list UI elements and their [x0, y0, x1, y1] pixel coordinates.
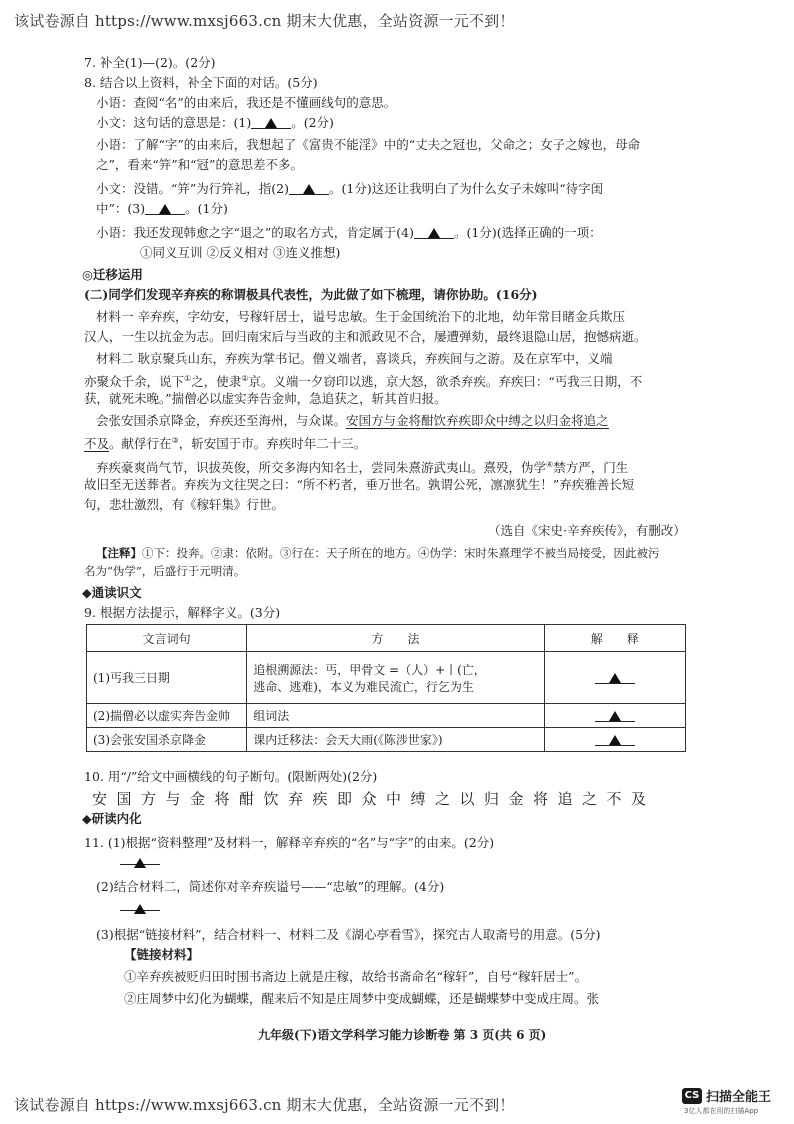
triangle-icon — [303, 184, 315, 194]
scanner-logo: CS — [682, 1088, 702, 1104]
dialogue-line: 小语：查阅“名”的由来后，我还是不懂画线句的意思。 — [96, 95, 397, 110]
answer-blank[interactable] — [120, 852, 160, 871]
material-2-line: 亦聚众千余，说下①之，使隶②京。义端一夕窃印以逃，京大怒，欲杀弃疾。弃疾曰：“丐我三日期，不 — [84, 374, 643, 390]
question-11-part1: 11. (1)根据“资料整理”及材料一，解释辛弃疾的“名”与“字”的由来。(2分) — [84, 835, 495, 850]
material-2-line: 句，悲壮激烈，有《稼轩集》行世。 — [84, 497, 285, 512]
answer-blank[interactable] — [414, 224, 454, 239]
answer-blank[interactable] — [145, 200, 185, 215]
material-2-line: 弃疾豪爽尚气节，识拔英俊，所交多海内知名士，尝同朱熹游武夷山。熹殁，伪学④禁方严，门生 — [96, 460, 629, 476]
material-2-line: 不及。献俘行在③，斩安国于市。弃疾时年二十三。 — [84, 436, 367, 452]
scanner-name: 扫描全能王 — [706, 1090, 772, 1105]
table-cell: 追根溯源法：丐，甲骨文 =（人）+丨(亡， 逃命、逃难)，本义为难民流亡，行乞为生 — [247, 652, 545, 704]
material-2-line: 故旧至无送葬者。弃疾为文往哭之曰：“所不朽者，垂万世名。孰谓公死，凛凛犹生！”弃疾雅善长短 — [84, 477, 635, 492]
table-cell: (3)会张安国杀京降金 — [87, 728, 247, 752]
material-1-line: 汉人，一生以抗金为志。回归南宋后与当政的主和派政见不合，屡遭弹劾，最终退隐山居，抱憾病逝。 — [84, 329, 647, 344]
answer-blank[interactable] — [120, 898, 160, 917]
triangle-icon — [134, 904, 146, 914]
scanner-tagline: 3亿人都在用的扫描App — [684, 1107, 759, 1115]
dialogue-line: 中”：(3) 。(1分) — [96, 201, 228, 216]
question-9-title: 9. 根据方法提示，解释字义。(3分) — [84, 605, 281, 620]
sentence-to-punctuate: 安国方与金将酣饮弃疾即众中缚之以归金将追之不及 — [92, 790, 656, 808]
question-10-title: 10. 用“/”给文中画横线的句子断句。(限断两处)(2分) — [84, 769, 378, 784]
source-citation: （选自《宋史·辛弃疾传》，有删改） — [488, 523, 686, 538]
table-header: 文言词句 — [87, 625, 247, 652]
table-header: 解 释 — [544, 625, 685, 652]
q9-table — [86, 624, 686, 752]
table-cell: (1)丐我三日期 — [87, 652, 247, 704]
material-2-line: 获，就死未晚。”揣僧必以虚实奔告金帅，急追获之，斩其首归报。 — [84, 391, 447, 406]
triangle-icon — [609, 673, 621, 683]
part2-title: (二)同学们发现辛弃疾的称谓极具代表性，为此做了如下梳理，请你协助。(16分) — [84, 287, 538, 302]
table-cell: 课内迁移法：会天大雨(《陈涉世家》) — [247, 728, 545, 752]
footer-watermark: 该试卷源自 https://www.mxsj663.cn 期末大优惠，全站资源一元不到！ — [14, 1096, 515, 1114]
answer-cell[interactable] — [544, 652, 685, 704]
dialogue-line: 小文：没错。“笄”为行笄礼，指(2) 。(1分)这还让我明白了为什么女子未嫁叫“待字闺 — [96, 181, 604, 196]
section-heading: ◎迁移运用 — [82, 267, 143, 282]
material-2-line: 会张安国杀京降金，弃疾还至海州，与众谋。安国方与金将酣饮弃疾即众中缚之以归金将追之 — [96, 413, 609, 428]
answer-blank[interactable] — [289, 180, 329, 195]
underlined-sentence-end: 不及 — [84, 436, 110, 452]
underlined-sentence: 安国方与金将酣饮弃疾即众中缚之以归金将追之 — [346, 413, 609, 428]
link-material-label: 【链接材料】 — [124, 947, 200, 962]
table-header: 方 法 — [247, 625, 545, 652]
header-watermark: 该试卷源自 https://www.mxsj663.cn 期末大优惠，全站资源一元不到！ — [14, 12, 515, 30]
triangle-icon — [609, 711, 621, 721]
table-cell: 组词法 — [247, 704, 545, 728]
triangle-icon — [609, 735, 621, 745]
question-8-title: 8. 结合以上资料，补全下面的对话。(5分) — [84, 75, 318, 90]
link-material-1: ①辛弃疾被贬归田时围书斋边上就是庄稼，故给书斋命名“稼轩”，自号“稼轩居士”。 — [124, 969, 588, 984]
dialogue-line: 小语：我还发现韩愈之字“退之”的取名方式，肯定属于(4) 。(1分)(选择正确的一项： — [96, 225, 602, 240]
notes-continued: 名为“伪学”，后盛行于元明清。 — [84, 564, 246, 578]
dialogue-line: 之”，看来“笄”和“冠”的意思差不多。 — [96, 157, 303, 172]
answer-blank[interactable] — [251, 114, 291, 129]
choice-options: ①同义互训 ②反义相对 ③连义推想) — [140, 245, 341, 260]
question-11-part2: (2)结合材料二，简述你对辛弃疾谥号——“忠敏”的理解。(4分) — [96, 879, 445, 894]
answer-cell[interactable] — [544, 704, 685, 728]
triangle-icon — [428, 228, 440, 238]
notes: 【注释】①下：投奔。②隶：依附。③行在：天子所在的地方。④伪学：宋时朱熹理学不被当局接受，因此被污 — [96, 546, 660, 560]
dialogue-line: 小文：这句话的意思是：(1) 。(2分) — [96, 115, 334, 130]
table-cell: (2)揣僧必以虚实奔告金帅 — [87, 704, 247, 728]
triangle-icon — [134, 858, 146, 868]
material-1-line: 材料一 辛弃疾，字幼安，号稼轩居士，谥号忠敏。生于金国统治下的北地，幼年常目睹金兵欺压 — [96, 309, 625, 324]
question-7: 7. 补全(1)—(2)。(2分) — [84, 55, 216, 70]
section-heading: ◆研读内化 — [82, 811, 142, 826]
triangle-icon — [159, 204, 171, 214]
question-11-part3: (3)根据“链接材料”，结合材料一、材料二及《湖心亭看雪》，探究古人取斋号的用意。(5分) — [96, 927, 601, 942]
section-heading: ◆通读识文 — [82, 585, 142, 600]
page-footer: 九年级(下)语文学科学习能力诊断卷 第 3 页(共 6 页) — [258, 1028, 547, 1042]
link-material-2: ②庄周梦中幻化为蝴蝶，醒来后不知是庄周梦中变成蝴蝶，还是蝴蝶梦中变成庄周。张 — [124, 991, 600, 1006]
triangle-icon — [265, 118, 277, 128]
dialogue-line: 小语：了解“字”的由来后，我想起了《富贵不能淫》中的“丈夫之冠也，父命之；女子之嫁也，母命 — [96, 137, 641, 152]
answer-cell[interactable] — [544, 728, 685, 752]
material-2-line: 材料二 耿京聚兵山东，弃疾为掌书记。僧义端者，喜谈兵，弃疾间与之游。及在京军中，义端 — [96, 351, 613, 366]
